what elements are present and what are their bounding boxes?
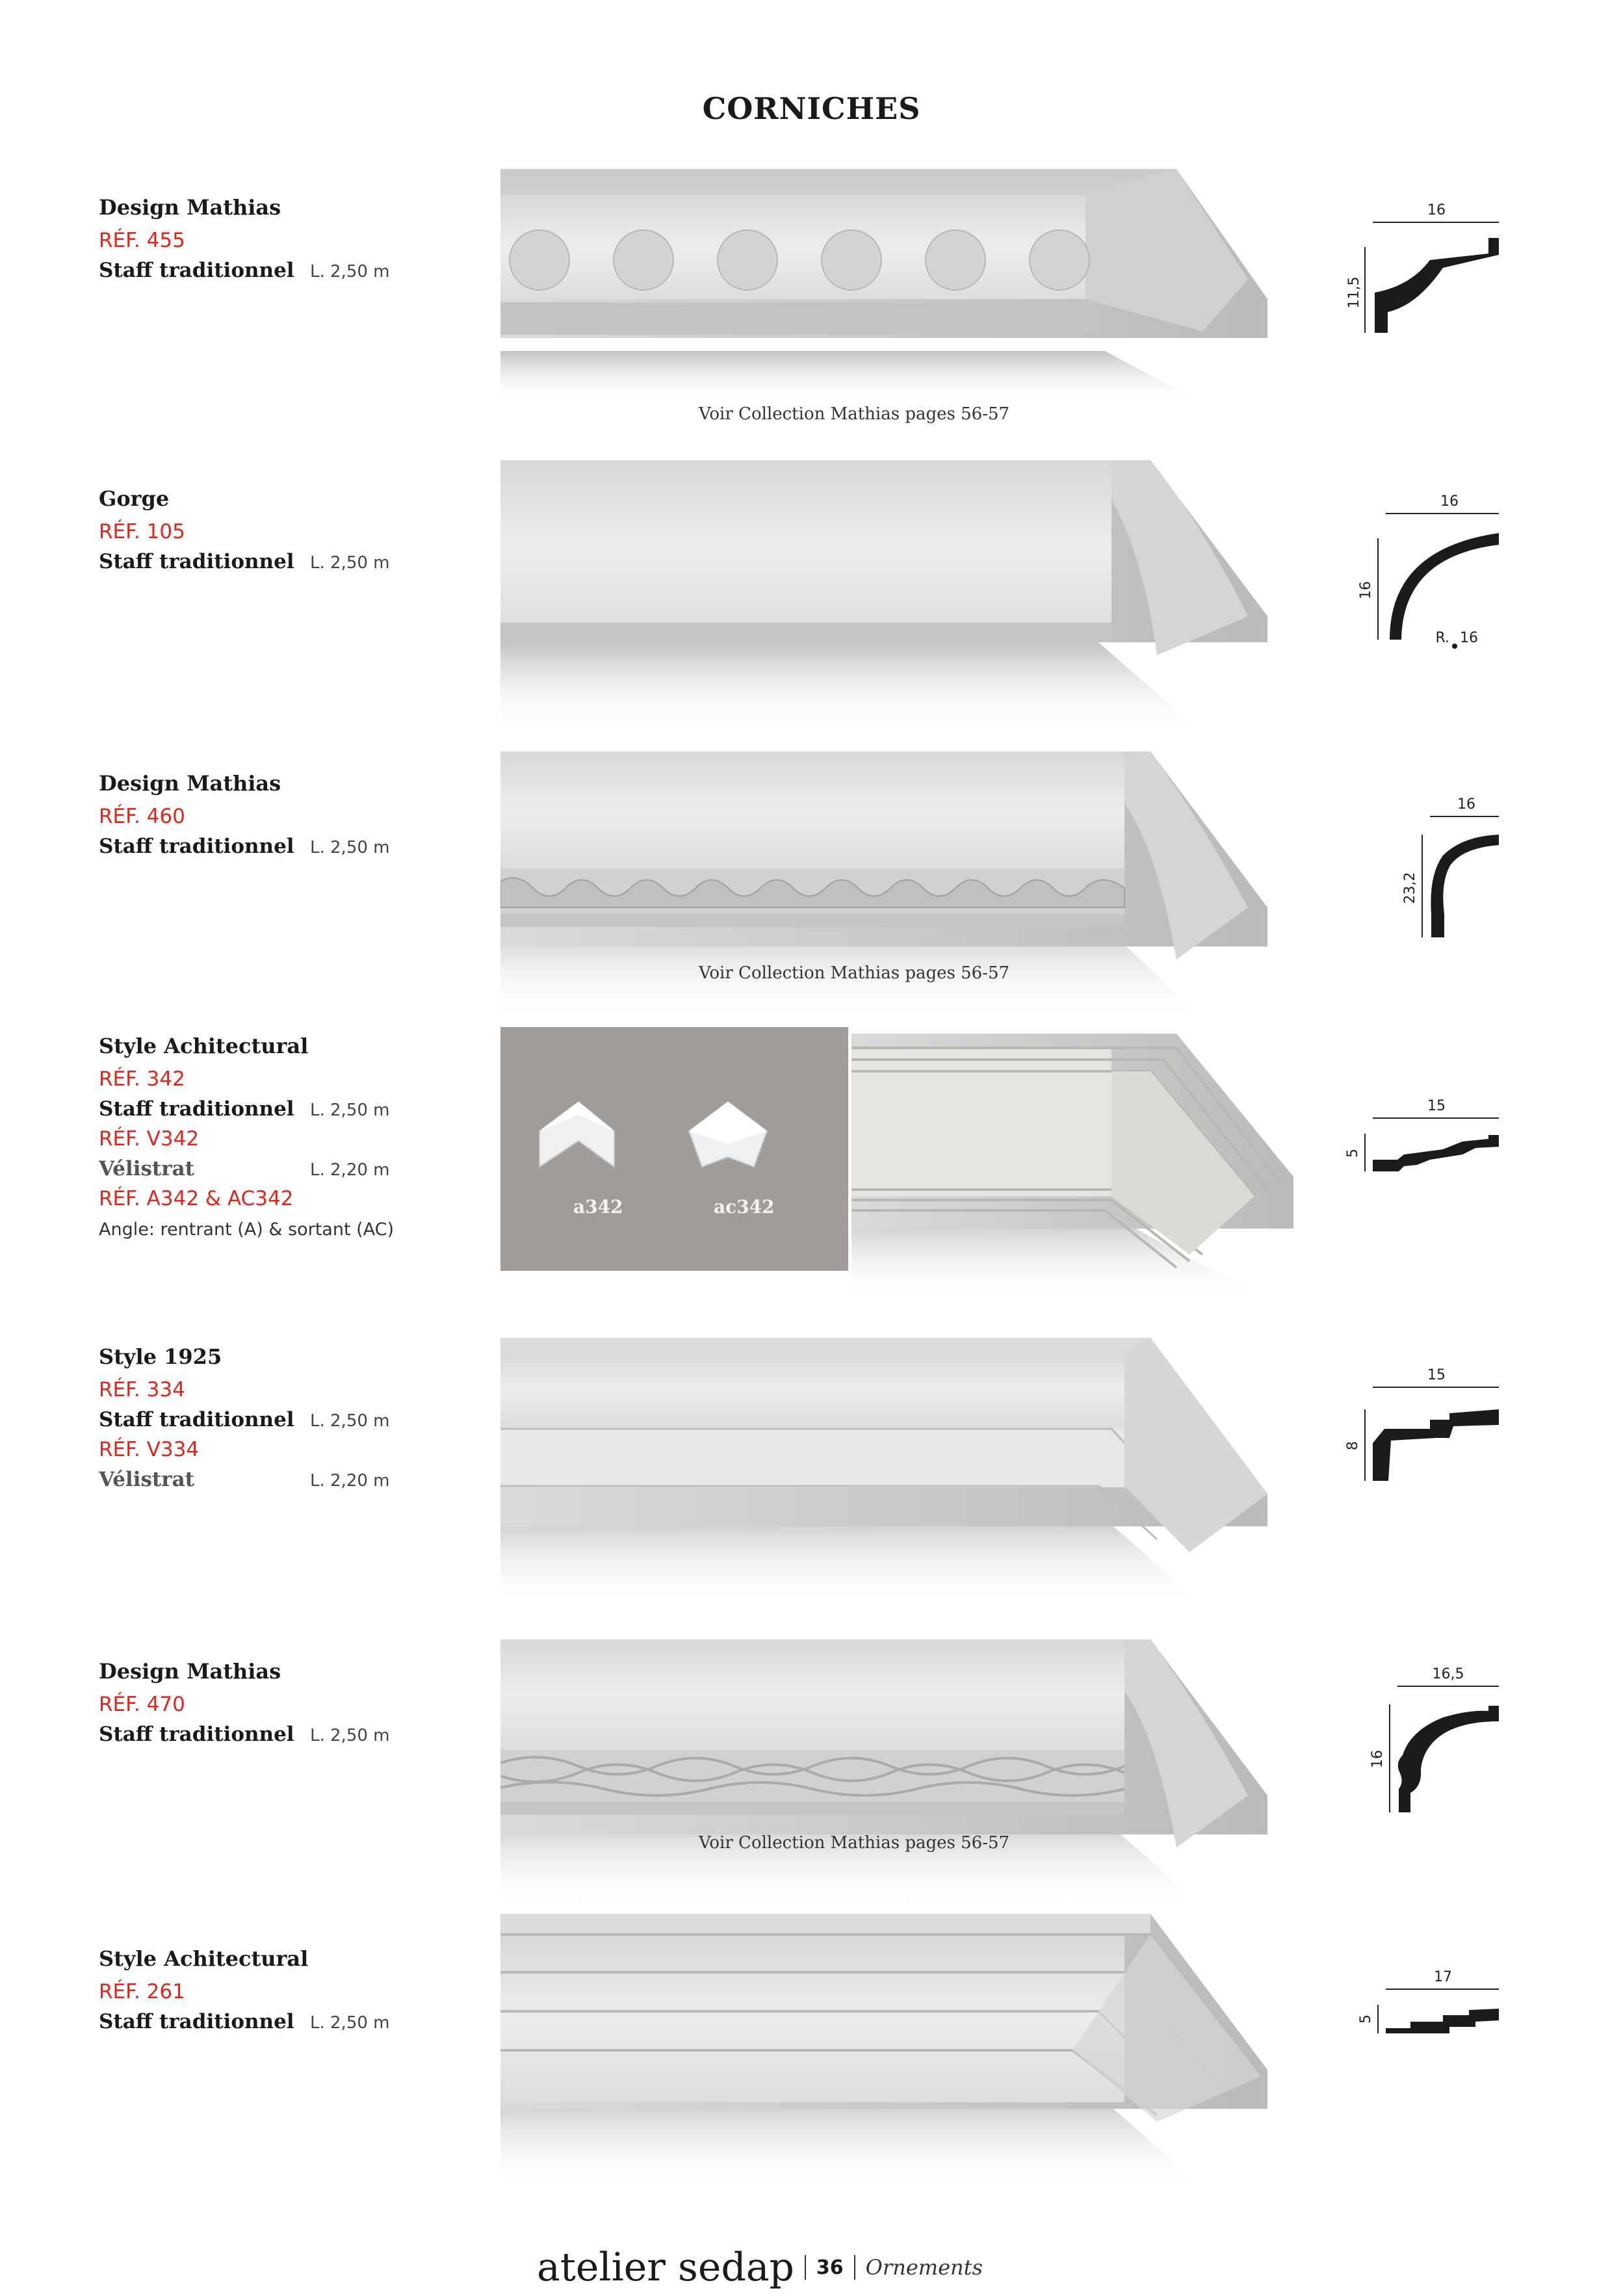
product-note: Angle: rentrant (A) & sortant (AC) <box>99 1220 395 1240</box>
angle-pieces-panel <box>500 1027 848 1271</box>
product-photo <box>500 460 1267 746</box>
see-also-note: Voir Collection Mathias pages 56-57 <box>699 963 1010 983</box>
product-info <box>99 486 489 580</box>
product-ref: RÉF. 105 <box>99 520 185 543</box>
product-ref: RÉF. 460 <box>99 805 185 828</box>
product-length: L. 2,20 m <box>310 1160 390 1180</box>
profile-width: 15 <box>1427 1098 1446 1114</box>
profile-radius: 16 <box>1460 630 1478 646</box>
see-also-note: Voir Collection Mathias pages 56-57 <box>699 404 1010 424</box>
profile-height: 5 <box>1358 2015 1374 2024</box>
product-length: L. 2,50 m <box>310 1726 390 1745</box>
product-info <box>99 195 489 289</box>
angle-ac342-label: ac342 <box>714 1196 775 1218</box>
product-ref: RÉF. 342 <box>99 1067 185 1091</box>
profile-height: 8 <box>1345 1441 1361 1450</box>
product-material: Staff traditionnel <box>99 1408 294 1431</box>
product-length: L. 2,50 m <box>310 2013 390 2033</box>
product-ref: RÉF. 334 <box>99 1378 185 1402</box>
product-length: L. 2,50 m <box>310 262 390 281</box>
product-material: Staff traditionnel <box>99 1097 294 1121</box>
profile-drawing <box>1313 1357 1508 1490</box>
product-name: Design Mathias <box>99 1659 281 1684</box>
footer-divider <box>805 2255 806 2280</box>
profile-height: 16 <box>1358 581 1374 599</box>
product-ref: RÉF. A342 & AC342 <box>99 1187 294 1210</box>
product-material: Staff traditionnel <box>99 835 294 858</box>
product-photo <box>500 1338 1267 1617</box>
angle-a342-piece <box>539 1102 614 1167</box>
product-length: L. 2,50 m <box>310 553 390 573</box>
product-ref: RÉF. V342 <box>99 1127 200 1151</box>
profile-width: 16,5 <box>1432 1666 1464 1682</box>
page-title: CORNICHES <box>702 91 921 126</box>
product-photo <box>500 751 1267 1031</box>
product-photo <box>500 1639 1267 1919</box>
product-info <box>99 1034 489 1240</box>
product-info <box>99 1946 489 2040</box>
profile-drawing <box>1313 1659 1508 1831</box>
angle-ac342-piece <box>689 1102 767 1167</box>
product-material: Staff traditionnel <box>99 1723 294 1746</box>
profile-drawing <box>1313 486 1508 658</box>
angle-a342-label: a342 <box>573 1196 623 1218</box>
profile-drawing <box>1313 195 1508 354</box>
product-info <box>99 1659 489 1753</box>
product-material: Staff traditionnel <box>99 259 294 282</box>
product-name: Design Mathias <box>99 195 281 220</box>
footer-brand: atelier sedap <box>537 2245 794 2290</box>
profile-height: 5 <box>1345 1149 1361 1158</box>
product-ref: RÉF. 455 <box>99 229 185 252</box>
product-name: Design Mathias <box>99 771 281 796</box>
page-footer <box>537 2241 983 2293</box>
product-name: Style 1925 <box>99 1344 222 1369</box>
product-material: Vélistrat <box>99 1468 194 1491</box>
profile-width: 15 <box>1427 1367 1446 1383</box>
profile-width: 16 <box>1440 493 1459 510</box>
see-also-note: Voir Collection Mathias pages 56-57 <box>699 1833 1010 1853</box>
product-length: L. 2,50 m <box>310 1411 390 1431</box>
footer-divider <box>854 2255 855 2280</box>
product-info <box>99 771 489 865</box>
product-length: L. 2,50 m <box>310 1101 390 1120</box>
profile-drawing <box>1313 784 1508 956</box>
product-ref: RÉF. V334 <box>99 1438 200 1461</box>
profile-height: 23,2 <box>1402 872 1418 904</box>
profile-height: 16 <box>1370 1750 1386 1768</box>
profile-width: 16 <box>1427 202 1446 218</box>
product-ref: RÉF. 470 <box>99 1693 185 1716</box>
product-photo <box>500 169 1267 416</box>
product-material: Staff traditionnel <box>99 2010 294 2033</box>
profile-width: 16 <box>1457 796 1475 813</box>
product-length: L. 2,50 m <box>310 838 390 857</box>
footer-section: Ornements <box>865 2255 983 2280</box>
profile-width: 17 <box>1434 1969 1452 1985</box>
product-material: Vélistrat <box>99 1157 194 1181</box>
page-number: 36 <box>816 2256 844 2279</box>
product-name: Gorge <box>99 486 170 511</box>
profile-drawing-342 <box>1313 1092 1508 1199</box>
product-ref: RÉF. 261 <box>99 1980 185 2003</box>
profile-drawing <box>1313 1966 1508 2072</box>
profile-radius-label: R. <box>1435 630 1449 646</box>
product-length: L. 2,20 m <box>310 1471 390 1491</box>
profile-height: 11,5 <box>1346 276 1362 309</box>
product-photo-342 <box>851 1034 1293 1307</box>
product-name: Style Achitectural <box>99 1034 309 1058</box>
product-material: Staff traditionnel <box>99 550 294 573</box>
product-photo <box>500 1914 1267 2200</box>
product-info <box>99 1344 489 1498</box>
product-name: Style Achitectural <box>99 1946 309 1971</box>
